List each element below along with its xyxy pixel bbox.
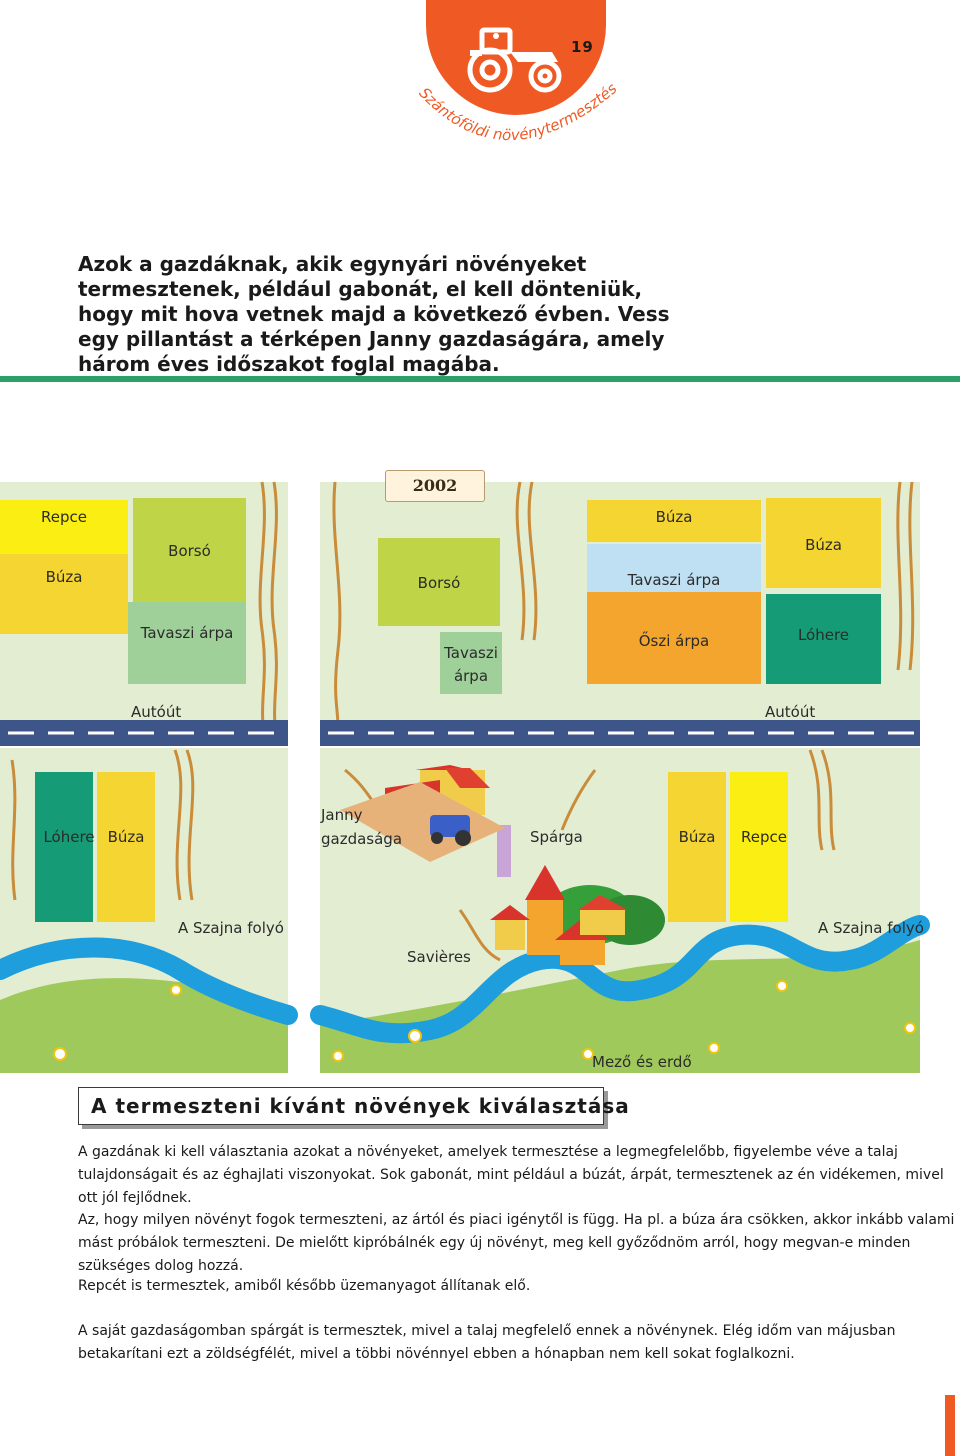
section-heading-box — [78, 1087, 630, 1125]
field-label: Tavaszi árpa — [140, 624, 234, 642]
farm-label: Janny — [321, 806, 363, 824]
field-borso-mid — [378, 538, 500, 626]
intro-text: Azok a gazdáknak, akik egynyári növényeket termesztenek, például gabonát, el kell dönteniük, hogy mit hova vetnek majd a következő évben. Vess egy pillantást a térképen Janny gazdaságára, amely három éves időszakot foglal magába. — [78, 252, 670, 376]
farm-map — [0, 470, 960, 1080]
field-lohere-right — [766, 594, 881, 684]
field-label: Búza — [107, 828, 145, 846]
field-label: árpa — [453, 667, 489, 685]
field-label: Búza — [655, 508, 693, 526]
field-label: Tavaszi árpa — [627, 571, 721, 589]
meadow-label: Mező és erdő — [592, 1053, 692, 1071]
field-label: Búza — [678, 828, 716, 846]
field-label: Repce — [741, 828, 787, 846]
field-label: Őszi árpa — [638, 632, 710, 650]
field-buza-left — [0, 554, 128, 634]
svg-text:Szántóföldi növénytermesztés — [415, 80, 620, 144]
road-label-right: Autóút — [765, 703, 816, 721]
section-title-arc — [395, 80, 635, 175]
field-label: Borsó — [168, 542, 211, 560]
field-label: Repce — [41, 508, 87, 526]
field-label: Tavaszi — [444, 644, 498, 662]
farm-label: gazdasága — [321, 830, 403, 848]
village-label: Savières — [407, 948, 471, 966]
field-tavaszi-arpa-left — [128, 602, 246, 684]
page-number: 19 — [571, 38, 594, 56]
section-title: Szántóföldi növénytermesztés — [415, 80, 621, 145]
field-buza-b1 — [97, 772, 155, 922]
field-label: Lóhere — [797, 626, 850, 644]
year-sign: 2002 — [385, 470, 485, 502]
paragraph: A saját gazdaságomban spárgát is termesztek, mivel a talaj megfelelő ennek a növénynek. Elég időm van májusban betakarítani ezt a zöldségfélét, mivel a többi növénnyel ebben a hónapban nem kell sokat foglalkozni. — [78, 1323, 896, 1362]
paragraph: Repcét is termesztek, amiből később üzemanyagot állítanak elő. — [78, 1278, 531, 1294]
field-tavaszi-arpa-right — [587, 544, 761, 592]
field-repce-b — [730, 772, 788, 922]
field-label: Borsó — [417, 574, 461, 592]
river-label-left: A Szajna folyó — [178, 919, 284, 937]
field-label: Lóhere — [43, 828, 95, 846]
paragraph: A gazdának ki kell választania azokat a növényeket, amelyek termesztése a legmegfelelőbb, figyelembe véve a talaj tulajdonságait és az éghajlati viszonyokat. Sok gabonát, mint például a búzát, árpát, termesztenek az én vidékemen, mivel ott jól fejlődnek. — [78, 1144, 944, 1206]
corner-accent — [945, 1395, 955, 1456]
field-buza-far-right — [766, 498, 881, 588]
paragraph: Az, hogy milyen növényt fogok termeszteni, az ártól és piaci igénytől is függ. Ha pl. a búza ára csökken, akkor inkább valami mást próbálok termeszteni. De mielőtt kipróbálnék egy új növényt, meg kell győződnöm arról, hogy megvan-e minden szükséges dolog hozzá. — [78, 1212, 955, 1274]
road-label-left: Autóút — [131, 703, 182, 721]
field-buza-top-right — [587, 500, 761, 542]
divider — [0, 376, 960, 382]
field-label: Búza — [805, 536, 842, 554]
field-lohere — [35, 772, 93, 922]
field-buza-b2 — [668, 772, 726, 922]
river-label-right: A Szajna folyó — [818, 919, 924, 937]
field-oszi-arpa — [587, 592, 761, 684]
section-heading: A termeszteni kívánt növények kiválasztása — [91, 1094, 630, 1118]
field-label: Búza — [45, 568, 83, 586]
field-label-sparga: Spárga — [530, 828, 583, 846]
field-tavaszi-arpa-mid — [440, 632, 502, 694]
